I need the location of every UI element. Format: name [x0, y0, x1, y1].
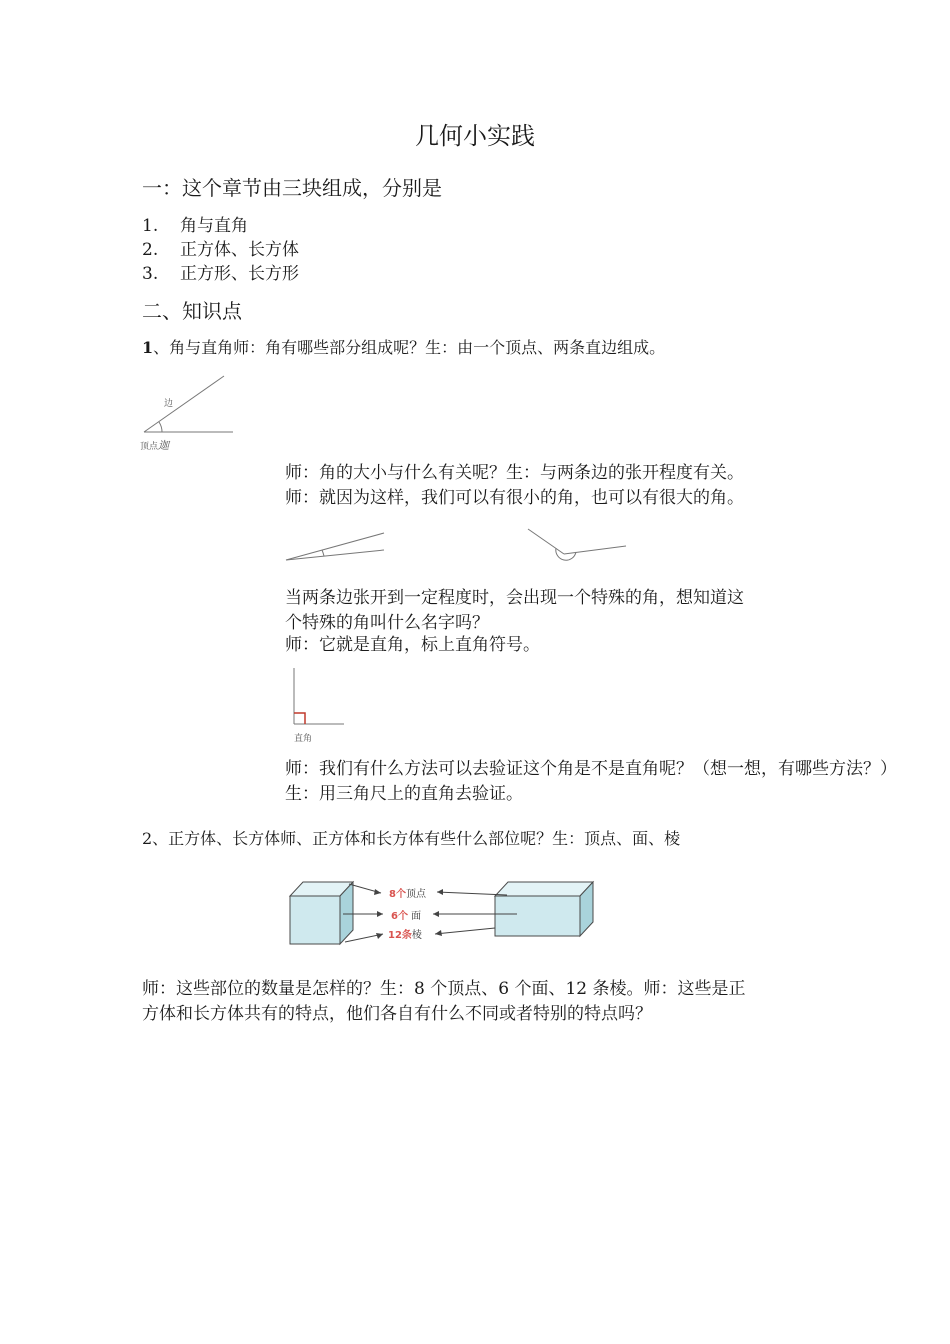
knowledge-point-2-title: 2、正方体、长方体师、正方体和长方体有些什么部位呢？生：顶点、面、棱 — [142, 829, 681, 848]
cube-front-face — [290, 896, 340, 944]
list-number: 2. — [142, 240, 159, 260]
dialog-line: 当两条边张开到一定程度时，会出现一个特殊的角，想知道这 — [285, 588, 744, 608]
point-text: 、角与直角师：角有哪些部分组成呢？生：由一个顶点、两条直边组成。 — [153, 338, 666, 357]
right-angle-label: 直角 — [294, 734, 313, 744]
list-number: 3. — [142, 264, 159, 284]
cuboid-top-face — [495, 882, 593, 896]
dialog-line: 师：它就是直角，标上直角符号。 — [285, 635, 540, 655]
list-text: 正方体、长方体 — [180, 240, 299, 260]
closing-line: 方体和长方体共有的特点，他们各自有什么不同或者特别的特点吗？ — [142, 1004, 652, 1024]
list-item — [142, 235, 299, 260]
dialog-line: 师：角的大小与什么有关呢？生：与两条边的张开程度有关。 — [285, 463, 744, 483]
list-text: 角与直角 — [180, 216, 248, 236]
closing-line: 师：这些部位的数量是怎样的？生：8 个顶点、6 个面、12 条棱。师：这些是正 — [142, 979, 746, 999]
cuboid-front-face — [495, 896, 580, 936]
right-angle-diagram — [290, 668, 350, 730]
angle-slanted-ray — [144, 376, 224, 432]
section2-heading: 二、知识点 — [142, 299, 242, 323]
page-title: 几何小实践 — [415, 122, 535, 150]
dialog-line: 生：用三角尺上的直角去验证。 — [285, 784, 523, 804]
knowledge-point-1-title — [142, 335, 665, 358]
edge-label: 边 — [164, 399, 174, 409]
point-number: 1 — [142, 338, 154, 357]
section1-heading: 一：这个章节由三块组成，分别是 — [142, 176, 442, 200]
edge-count-label: 12条棱 — [388, 930, 422, 941]
list-item — [142, 211, 248, 236]
dialog-line: 师：我们有什么方法可以去验证这个角是不是直角呢？（想一想，有哪些方法？） — [285, 759, 897, 779]
dialog-line: 个特殊的角叫什么名字吗？ — [285, 613, 489, 633]
right-angle-mark — [294, 713, 305, 724]
vertex-count-label: 8个顶点 — [389, 889, 426, 900]
angle-arc — [159, 422, 162, 432]
vertex-label: 顶点迦 — [140, 439, 170, 452]
large-angle-diagram — [526, 526, 630, 558]
list-item — [142, 259, 299, 284]
cube-cuboid-diagram — [285, 876, 605, 948]
dialog-line: 师：就因为这样，我们可以有很小的角，也可以有很大的角。 — [285, 488, 744, 508]
small-angle-diagram — [284, 528, 388, 564]
list-text: 正方形、长方形 — [180, 264, 299, 284]
list-number: 1. — [142, 216, 159, 236]
face-count-label: 6个 面 — [391, 911, 422, 922]
